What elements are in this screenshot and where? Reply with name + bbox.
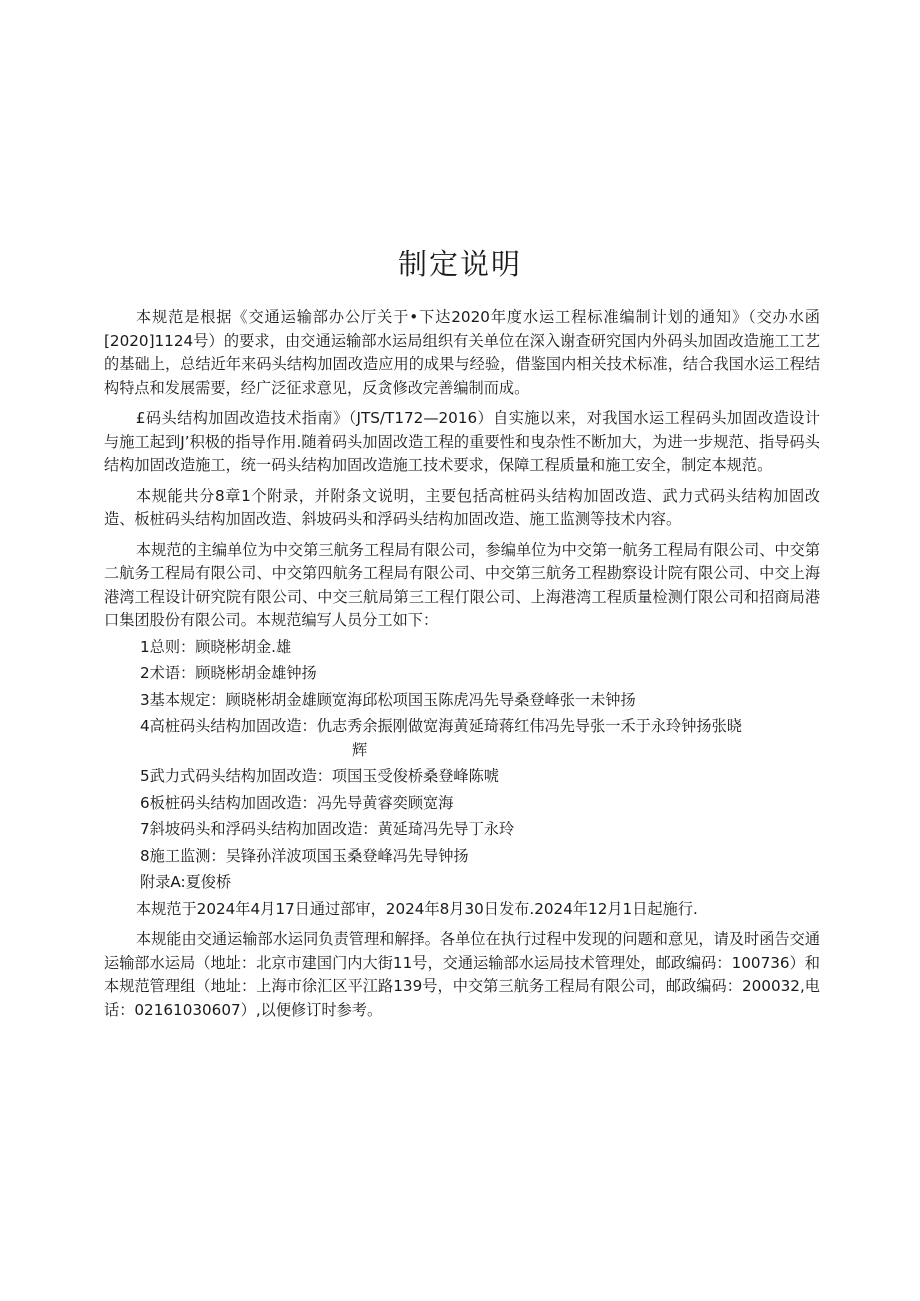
page-title: 制定说明 [397,247,522,281]
scope-paragraph: 本规能共分8章1个附录，并附条文说明，主要包括高桩码头结构加固改造、武力式码头结构加固改造、板桩码头结构加固改造、斜坡码头和浮码头结构加固改造、施工监测等技术内容。 [104,486,820,528]
document-body [104,306,820,1029]
list-item: 2术语：顾晓彬胡金雄钟扬 [140,664,317,682]
list-item: 6板桩码头结构加固改造：冯先导黄睿奕顾宽海 [140,793,454,812]
list-item: 1总则：顾晓彬胡金.雄 [140,637,292,656]
list-item: 7斜坡码头和浮码头结构加固改造：黄延琦冯先导丁永玲 [140,820,515,838]
intro-paragraph: 本规范是根据《交通运输部办公厅关于•下达2020年度水运工程标准编制计划的通知》（交办水函[2020]1124号）的要求，由交通运输部水运局组织有关单位在深入谢查研究国内外码头加固改造施工工艺的基础上，总结近年来码头结构加固改造应用的成果与经验，借鉴国内相关技术标准，结合我国水运工程结构特点和发展需要，经广泛征求意见，反贪修改完善编制而成。 [104,308,820,397]
list-item: 5武力式码头结构加固改造：项国玉受俊桥桑登峰陈唬 [140,767,499,785]
continuation-text: 辉 [352,740,368,759]
background-paragraph: £码头结构加固改造技术指南》（JTS/T172—2016）自实施以来，对我国水运工程码头加固改造设计与施工起到J’积极的指导作用.随着码头加固改造工程的重要性和曳杂性不断加大，为进一步规范、指导码头结构加固改造施工，统一码头结构加固改造施工技术要求，保障工程质量和施工安全，制定本规范。 [104,409,820,474]
units-paragraph: 本规范的主编单位为中交第三航务工程局有限公司，参编单位为中交第一航务工程局有限公司、中交第二航务工程局有限公司、中交第四航务工程局有限公司、中交第三航务工程勘察设计院有限公司、中交上海港湾工程设计研究院有限公司、中交三航局第三工程仃限公司、上海港湾工程质量检测仃限公司和招商局港口集团股份有限公司。本规范编写人员分工如下： [104,540,820,629]
management-paragraph: 本规能由交通运输部水运同负责管理和解择。各单位在执行过程中发现的问题和意见，请及时函告交通运输部水运局（地址：北京市建国门内大街11号，交通运输部水运局技术管理处，邮政编码：100736）和本规范管理组（地址：上海市徐汇区平江路139号，中交第三航务工程局有限公司，邮政编码：200032,电话：02161030607）,以便修订时参考。 [104,930,820,1019]
list-item: 8施工监测：吴锋孙洋波项国玉桑登峰冯先导钟扬 [140,846,469,865]
effective-date-paragraph: 本规范于2024年4月17日通过部审，2024年8月30日发布.2024年12月1日起施行. [135,899,698,918]
list-item: 4高桩码头结构加固改造：仇志秀余振刚做宽海黄延琦蒋红伟冯先导张一禾于永玲钟扬张晓 [140,717,742,735]
appendix-line: 附录A:夏俊桥 [140,873,232,891]
author-assignment-list [104,636,820,895]
list-item-continuation [104,739,820,763]
list-item: 3基本规定：顾晓彬胡金雄顾宽海邱松项国玉陈虎冯先导桑登峰张一未钟扬 [140,690,636,709]
